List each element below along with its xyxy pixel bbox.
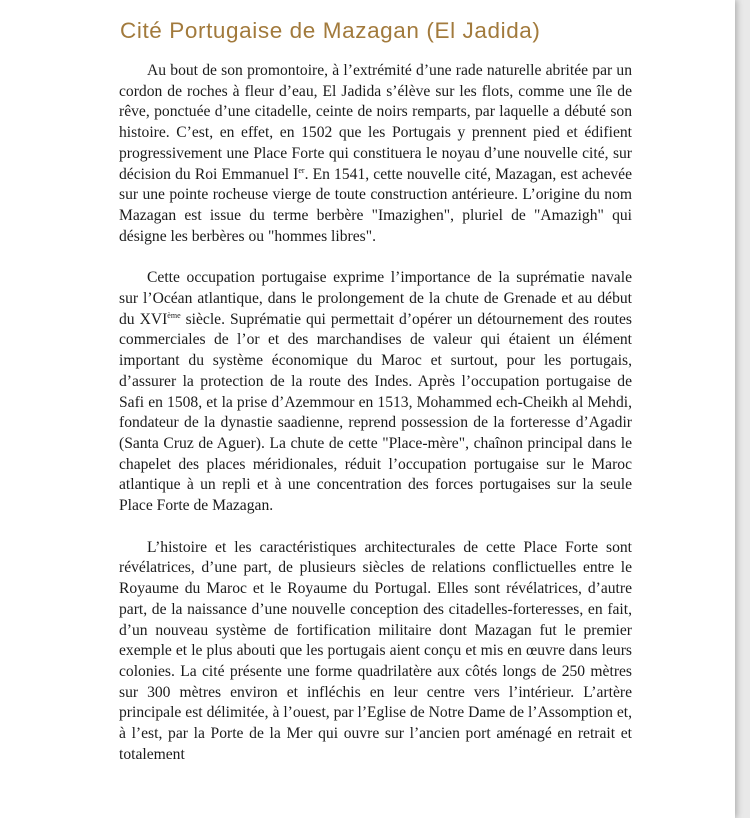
paragraph-2-text-1: Cette occupation portugaise exprime l’importance de la suprématie navale sur l’Océan atlantique, dans le prolongement de la chute de Grenade et au début du XVI: [119, 269, 632, 328]
page-title: Cité Portugaise de Mazagan (El Jadida): [120, 18, 541, 43]
paragraph-3-text-1: L’histoire et les caractéristiques architecturales de cette Place Forte sont révélatrices, d’une part, de plusieurs siècles de relations conflictuelles entre le Royaume du Maroc et le Royaume du Portugal. Elles sont révélatrices, d’autre part, de la naissance d’une nouvelle conception des citadelles-forteresses, en fait, d’un nouveau système de fortification militaire dont Mazagan fut le premier exemple et le plus abouti que les portugais aient conçu et mis en œuvre dans leurs colonies. La cité présente une forme quadrilatère aux côtés longs de 250 mètres sur 300 mètres environ et infléchis en leur centre vers l’intérieur. L’artère principale est délimitée, à l’ouest, par l’Eglise de Notre Dame de l’Assomption et, à l’est, par la Porte de la Mer qui ouvre sur l’ancien port aménagé en retrait et totalement: [119, 538, 632, 763]
paragraph-3: [119, 538, 632, 766]
paragraph-1: [119, 61, 632, 247]
paragraph-1-text-1: Au bout de son promontoire, à l’extrémité d’une rade naturelle abritée par un cordon de roches à fleur d’eau, El Jadida s’élève sur les flots, comme une île de rêve, ponctuée d’une citadelle, ceinte de noirs remparts, par laquelle a débuté son histoire. C’est, en effet, en 1502 que les Portugais y prennent pied et édifient progressivement une Place Forte qui constituera le noyau d’une nouvelle cité, sur décision du Roi Emmanuel I: [119, 62, 632, 183]
paragraph-1-text-2: . En 1541, cette nouvelle cité, Mazagan, est achevée sur une pointe rocheuse vierge de toute construction antérieure. L’origine du nom Mazagan est issue du terme berbère "Imazighen", pluriel de "Amazigh" qui désigne les berbères ou "hommes libres".: [119, 165, 632, 245]
body-text: [119, 61, 632, 787]
superscript-er: er: [298, 165, 305, 175]
paragraph-2-text-2: siècle. Suprématie qui permettait d’opérer un détournement des routes commerciales de l’or et des marchandises de valeur qui étaient un élément important du système économique du Maroc et surtout, pour les portugais, d’assurer la protection de la route des Indes. Après l’occupation portugaise de Safi en 1508, et la prise d’Azemmour en 1513, Mohammed ech-Cheikh al Mehdi, fondateur de la dynastie saadienne, reprend possession de la forteresse d’Agadir (Santa Cruz de Aguer). La chute de cette "Place-mère", chaînon principal dans le chapelet des places méridionales, réduit l’occupation portugaise sur le Maroc atlantique à un repli et à une concentration des forces portugaises sur la seule Place Forte de Mazagan.: [119, 310, 632, 515]
superscript-eme: ème: [167, 310, 181, 320]
paragraph-2: [119, 268, 632, 516]
